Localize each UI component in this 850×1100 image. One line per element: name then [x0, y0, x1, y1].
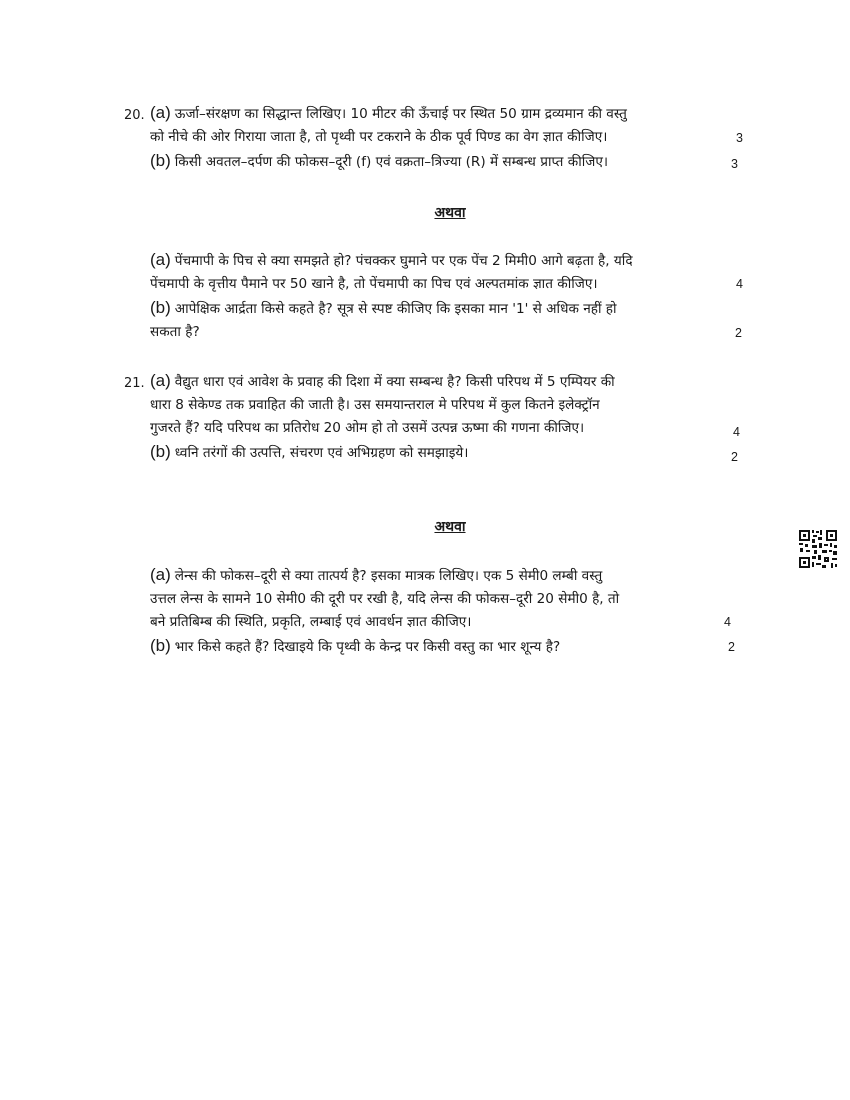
q20alt-a-line1: (a) पेंचमापी के पिच से क्या समझते हो? पंचक्कर घुमाने पर एक पेंच 2 मिमी0 आगे बढ़ता है, यदि: [150, 250, 633, 269]
part-label-a: (a): [150, 371, 171, 390]
q20alt-a-line2: पेंचमापी के वृत्तीय पैमाने पर 50 खाने है, तो पेंचमापी का पिच एवं अल्पतमांक ज्ञात कीजिए।: [150, 276, 598, 292]
q20alt-b-line2: सकता है?: [150, 324, 200, 340]
q21-a-line3: गुजरते हैं? यदि परिपथ का प्रतिरोध 20 ओम हो तो उसमें उत्पन्न ऊष्मा की गणना कीजिए।: [150, 420, 585, 436]
or-heading: अथवा: [434, 519, 466, 535]
part-label-a: (a): [150, 103, 171, 122]
q21-a-line1: (a) वैद्युत धारा एवं आवेश के प्रवाह की दिशा में क्या सम्बन्ध है? किसी परिपथ में 5 एम्पियर की: [150, 371, 615, 390]
part-label-b: (b): [150, 636, 171, 655]
part-label-b: (b): [150, 298, 171, 317]
marks-q21-a: 4: [733, 425, 740, 439]
q20-a-line1: (a) ऊर्जा–संरक्षण का सिद्धान्त लिखिए। 10 मीटर की ऊँचाई पर स्थित 50 ग्राम द्रव्यमान की वस्तु: [150, 103, 627, 122]
qr-code-icon: [798, 529, 838, 569]
marks-q21alt-b: 2: [728, 640, 735, 654]
q21-a-line2: धारा 8 सेकेण्ड तक प्रवाहित की जाती है। उस समयान्तराल मे परिपथ में कुल कितने इलेक्ट्रॉन: [150, 397, 600, 413]
q21alt-a-line2: उत्तल लेन्स के सामने 10 सेमी0 की दूरी पर रखी है, यदि लेन्स की फोकस–दूरी 20 सेमी0 है, तो: [150, 591, 620, 607]
question-21: [150, 369, 752, 465]
question-20-alternative: [150, 248, 752, 344]
question-21-alternative: [150, 563, 752, 659]
marks-q20alt-a: 4: [736, 277, 743, 291]
part-label-a: (a): [150, 250, 171, 269]
q20-b-line1: (b) किसी अवतल–दर्पण की फोकस–दूरी (f) एवं वक्रता–त्रिज्या (R) में सम्बन्ध प्राप्त कीजिए।: [150, 151, 608, 170]
q21alt-a-line3: बने प्रतिबिम्ब की स्थिति, प्रकृति, लम्बाई एवं आवर्धन ज्ञात कीजिए।: [150, 614, 472, 630]
q20-a-line2: को नीचे की ओर गिराया जाता है, तो पृथ्वी पर टकराने के ठीक पूर्व पिण्ड का वेग ज्ञात कीजिए।: [150, 129, 608, 145]
marks-q21alt-a: 4: [724, 615, 731, 629]
marks-q21-b: 2: [731, 450, 738, 464]
marks-q20alt-b: 2: [735, 326, 742, 340]
q20alt-b-line1: (b) आपेक्षिक आर्द्रता किसे कहते है? सूत्र से स्पष्ट कीजिए कि इसका मान '1' से अधिक नहीं हो: [150, 298, 617, 317]
question-number-20: 20.: [124, 108, 145, 123]
or-heading: अथवा: [434, 205, 466, 221]
question-number-21: 21.: [124, 376, 145, 391]
question-20: [150, 101, 752, 174]
q21alt-b-line1: (b) भार किसे कहते हैं? दिखाइये कि पृथ्वी के केन्द्र पर किसी वस्तु का भार शून्य है?: [150, 636, 561, 655]
part-label-b: (b): [150, 151, 171, 170]
part-label-b: (b): [150, 442, 171, 461]
part-label-a: (a): [150, 565, 171, 584]
marks-q20-b: 3: [731, 157, 738, 171]
q21alt-a-line1: (a) लेन्स की फोकस–दूरी से क्या तात्पर्य है? इसका मात्रक लिखिए। एक 5 सेमी0 लम्बी वस्तु: [150, 565, 603, 584]
marks-q20-a: 3: [736, 131, 743, 145]
q21-b-line1: (b) ध्वनि तरंगों की उत्पत्ति, संचरण एवं अभिग्रहण को समझाइये।: [150, 442, 469, 461]
